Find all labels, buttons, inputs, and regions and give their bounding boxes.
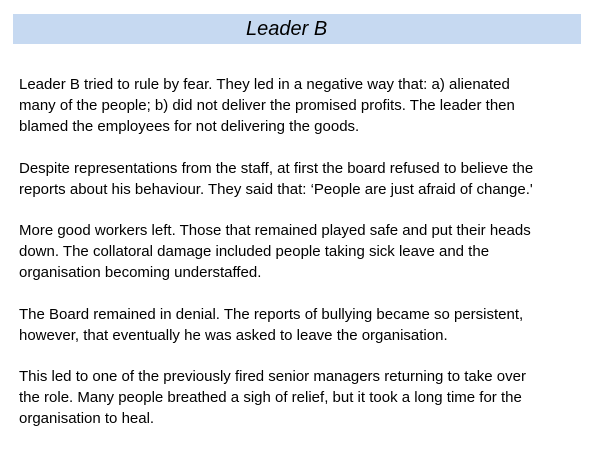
paragraph-3	[19, 220, 585, 284]
text-line: blamed the employees for not delivering the goods.	[19, 118, 360, 136]
text-line: the role. Many people breathed a sigh of relief, but it took a long time for the	[19, 389, 522, 407]
text-line: however, that eventually he was asked to leave the organisation.	[19, 326, 448, 344]
text-line: Despite representations from the staff, at first the board refused to believe the	[19, 159, 534, 177]
text-line: down. The collatoral damage included people taking sick leave and the	[19, 243, 490, 261]
title-bar	[13, 14, 581, 44]
text-line: organisation to heal.	[19, 410, 155, 428]
text-line: This led to one of the previously fired senior managers returning to take over	[19, 368, 526, 386]
text-line: The Board remained in denial. The reports of bullying became so persistent,	[19, 305, 524, 323]
paragraph-2	[19, 158, 585, 200]
paragraph-5	[19, 366, 585, 430]
page-title: Leader B	[246, 18, 328, 40]
paragraph-1	[19, 74, 585, 138]
text-line: many of the people; b) did not deliver the promised profits. The leader then	[19, 97, 515, 115]
text-line: Leader B tried to rule by fear. They led in a negative way that: a) alienated	[19, 76, 510, 93]
text-line: More good workers left. Those that remained played safe and put their heads	[19, 222, 531, 240]
text-line: reports about his behaviour. They said that: ‘People are just afraid of change.'	[19, 180, 533, 198]
body-text	[19, 74, 585, 450]
paragraph-4	[19, 304, 585, 346]
text-line: organisation becoming understaffed.	[19, 264, 262, 282]
